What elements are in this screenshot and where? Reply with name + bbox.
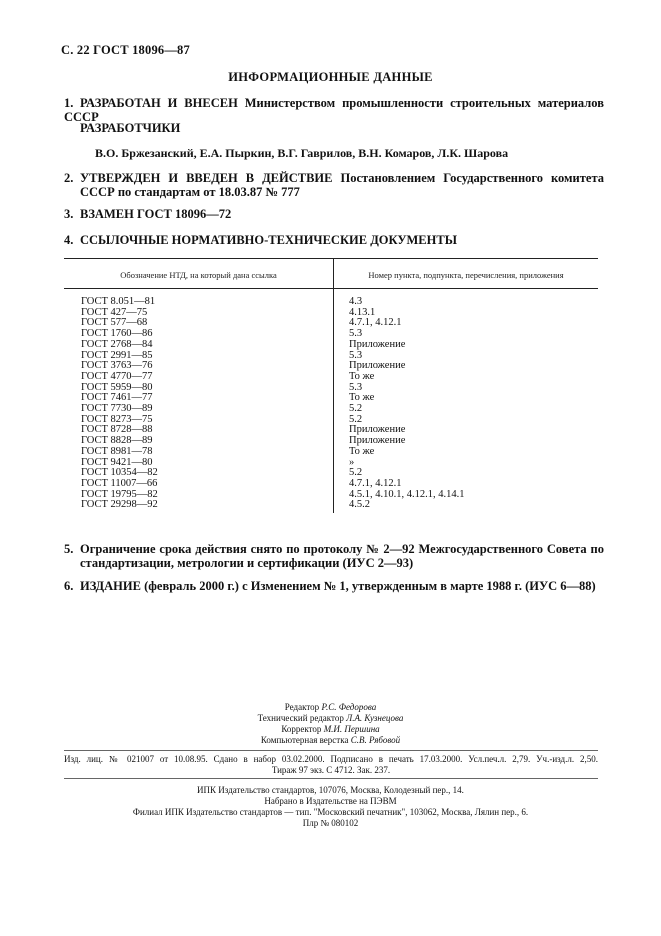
table-cell-clause: То же (349, 370, 375, 382)
table-cell-clause: 5.3 (349, 328, 363, 340)
table-column-divider (333, 258, 334, 513)
imprint-line-2: Тираж 97 экз. С 4712. Зак. 237. (271, 765, 391, 775)
table-cell-designation: ГОСТ 8981—78 (81, 445, 153, 457)
table-cell-designation: ГОСТ 7730—89 (81, 403, 153, 415)
table-cell-clause: Приложение (349, 435, 406, 447)
item-4 (64, 233, 604, 247)
corrector-name: М.И. Першина (323, 724, 380, 734)
editor-name: Р.С. Федорова (321, 702, 377, 712)
table-cell-designation: ГОСТ 577—68 (81, 317, 148, 329)
table-cell-clause: 4.5.1, 4.10.1, 4.12.1, 4.14.1 (349, 488, 465, 500)
table-cell-clause: То же (349, 392, 375, 404)
imprint-top-rule (64, 750, 598, 751)
table-cell-designation: ГОСТ 8.051—81 (81, 296, 156, 307)
publisher-line-3: Филиал ИПК Издательство стандартов — тип. "Московский печатник", 103062, Москва, Лялин пер., 6. (132, 807, 529, 817)
table-column-clause (349, 297, 594, 511)
item-1-text: РАЗРАБОТАН И ВНЕСЕН Министерством промышленности строительных материалов СССР (64, 96, 604, 124)
item-1 (64, 96, 604, 124)
imprint-block (64, 754, 598, 776)
item-6-number: 6. (64, 579, 74, 593)
table-cell-designation: ГОСТ 8728—88 (81, 424, 153, 436)
table-header-designation: Обозначение НТД, на который дана ссылка (120, 270, 277, 280)
table-cell-designation: ГОСТ 2991—85 (81, 349, 153, 361)
publisher-line-1: ИПК Издательство стандартов, 107076, Москва, Колодезный пер., 14. (197, 785, 464, 795)
item-4-text: ССЫЛОЧНЫЕ НОРМАТИВНО-ТЕХНИЧЕСКИЕ ДОКУМЕНТЫ (80, 233, 457, 247)
publisher-block (0, 785, 661, 829)
table-cell-clause: 4.7.1, 4.12.1 (349, 477, 402, 489)
corrector-label: Корректор (281, 724, 322, 734)
credits-block (0, 702, 661, 746)
imprint-line-1: Изд. лиц. № 021007 от 10.08.95. Сдано в набор 03.02.2000. Подписано в печать 17.03.2000. Усл.печ.л. 2,79. Уч.-изд.л. 2,50. (64, 754, 598, 764)
table-cell-designation: ГОСТ 29298—92 (81, 499, 158, 511)
tech-editor-name: Л.А. Кузнецова (346, 713, 404, 723)
table-cell-designation: ГОСТ 5959—80 (81, 381, 153, 393)
item-6-text: ИЗДАНИЕ (февраль 2000 г.) с Изменением № 1, утвержденным в марте 1988 г. (ИУС 6—88) (80, 579, 596, 593)
table-cell-clause: Приложение (349, 424, 406, 436)
table-cell-designation: ГОСТ 427—75 (81, 306, 148, 318)
table-cell-clause: 5.2 (349, 467, 363, 479)
table-cell-clause: Приложение (349, 338, 406, 350)
item-6 (64, 579, 624, 593)
table-cell-designation: ГОСТ 8828—89 (81, 435, 153, 447)
layout-label: Компьютерная верстка (260, 735, 349, 745)
table-cell-clause: 4.13.1 (349, 306, 376, 318)
item-5-number: 5. (64, 542, 74, 556)
table-cell-clause: Приложение (349, 360, 406, 372)
table-cell-designation: ГОСТ 4770—77 (81, 370, 153, 382)
table-cell-designation: ГОСТ 3763—76 (81, 360, 153, 372)
table-cell-designation: ГОСТ 9421—80 (81, 456, 153, 468)
table-cell-clause: 4.7.1, 4.12.1 (349, 317, 402, 329)
table-cell-designation: ГОСТ 1760—86 (81, 328, 153, 340)
tech-editor-label: Технический редактор (257, 713, 344, 723)
table-cell-clause: 4.5.2 (349, 499, 370, 511)
layout-name: С.В. Рябовой (350, 735, 401, 745)
item-5-text: Ограничение срока действия снято по протоколу № 2—92 Межгосударственного Совета по стандартизации, метрологии и сертификации (ИУС 2—93) (80, 542, 604, 570)
item-4-number: 4. (64, 233, 74, 247)
table-top-rule (64, 258, 598, 259)
table-header-clause: Номер пункта, подпункта, перечисления, приложения (368, 270, 564, 280)
developers-names: В.О. Бржезанский, Е.А. Пыркин, В.Г. Гаврилов, В.Н. Комаров, Л.К. Шарова (95, 146, 509, 160)
page-header: С. 22 ГОСТ 18096—87 (61, 43, 190, 57)
table-cell-clause: » (349, 456, 355, 468)
item-3-number: 3. (64, 207, 74, 221)
item-2 (64, 171, 604, 199)
table-cell-designation: ГОСТ 10354—82 (81, 467, 158, 479)
editor-label: Редактор (284, 702, 320, 712)
item-3-text: ВЗАМЕН ГОСТ 18096—72 (80, 207, 232, 221)
imprint-bottom-rule (64, 778, 598, 779)
publisher-line-2: Набрано в Издательстве на ПЭВМ (264, 796, 397, 806)
publisher-line-4: Плр № 080102 (302, 818, 359, 828)
developers-heading: РАЗРАБОТЧИКИ (80, 121, 181, 135)
table-cell-designation: ГОСТ 8273—75 (81, 413, 153, 425)
item-5 (64, 542, 604, 570)
table-cell-clause: То же (349, 445, 375, 457)
table-column-designation (81, 297, 321, 511)
table-cell-clause: 5.3 (349, 381, 363, 393)
item-3 (64, 207, 604, 221)
item-2-number: 2. (64, 171, 74, 185)
table-cell-clause: 4.3 (349, 296, 363, 307)
table-cell-designation: ГОСТ 19795—82 (81, 488, 158, 500)
section-title: ИНФОРМАЦИОННЫЕ ДАННЫЕ (228, 70, 433, 84)
table-cell-designation: ГОСТ 2768—84 (81, 338, 153, 350)
table-cell-designation: ГОСТ 11007—66 (81, 477, 158, 489)
item-2-text: УТВЕРЖДЕН И ВВЕДЕН В ДЕЙСТВИЕ Постановлением Государственного комитета СССР по стандартам от 18.03.87 № 777 (80, 171, 604, 199)
table-cell-clause: 5.3 (349, 349, 363, 361)
table-header-rule (64, 288, 598, 289)
table-cell-designation: ГОСТ 7461—77 (81, 392, 153, 404)
item-1-number: 1. (64, 96, 74, 110)
table-cell-clause: 5.2 (349, 413, 363, 425)
table-cell-clause: 5.2 (349, 403, 363, 415)
